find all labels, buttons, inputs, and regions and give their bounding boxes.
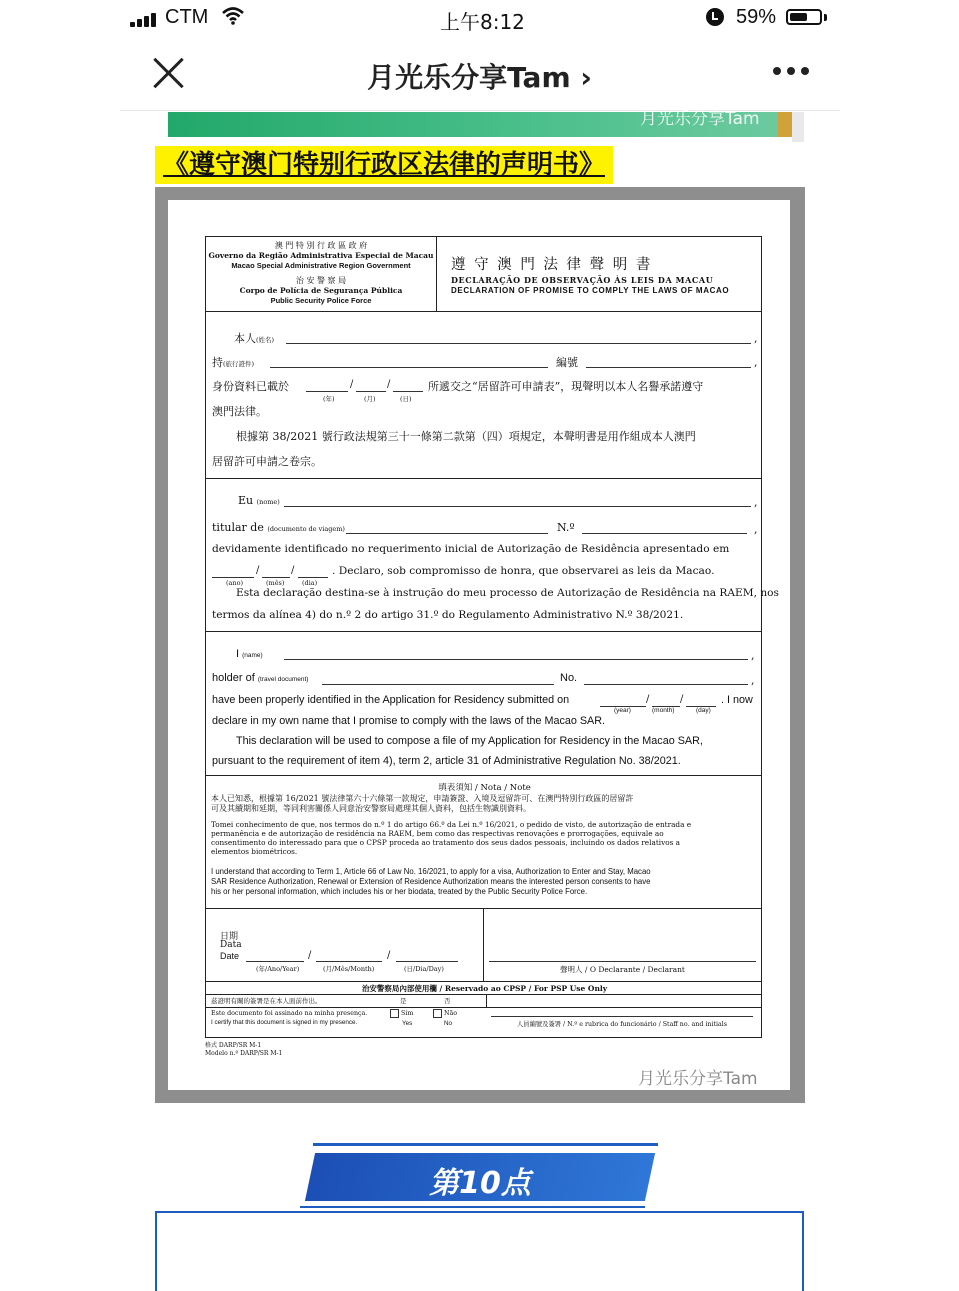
date-zh: 日期 <box>220 932 239 942</box>
en-i: I (name) <box>236 648 263 660</box>
pt-mes: (mês) <box>266 579 285 587</box>
gov-zh: 澳 門 特 別 行 政 區 政 府 <box>274 241 368 250</box>
status-time: 上午8:12 <box>440 10 525 34</box>
pt-dia: (dia) <box>302 579 318 587</box>
official-section <box>205 1008 762 1038</box>
gov-pt: Governo da Região Administrativa Especial de Macau <box>208 251 434 260</box>
banner-accent <box>778 112 792 137</box>
date-pt: Data <box>220 940 242 950</box>
en-year: (year) <box>614 707 631 714</box>
note-en2: SAR Residence Authorization, Renewal or Extension of Residence Authorization means the interested person consents to have <box>211 877 651 886</box>
no-zh: 否 <box>444 997 451 1005</box>
form-title-zh: 遵 守 澳 門 法 律 聲 明 書 <box>451 257 653 273</box>
en-holder: holder of (travel document) <box>212 672 309 684</box>
wifi-icon <box>222 7 244 25</box>
model-pt: Modelo n.º DARP/SR M-1 <box>205 1050 283 1057</box>
note-en3: his or her personal information, which includes his or her biodata, treated by the Public Security Police Force. <box>211 887 588 896</box>
alarm-icon <box>706 8 724 26</box>
comma: , <box>754 332 758 345</box>
zh-number-label: 編號 <box>556 356 578 369</box>
en-line4: declare in my own name that I promise to comply with the laws of the Macao SAR. <box>212 715 606 727</box>
pt-para1: Esta declaração destina-se à instrução do meu processo de Autorização de Residência na RAEM, nos <box>236 587 779 599</box>
form-title-pt: DECLARAÇÃO DE OBSERVAÇÃO ÀS LEIS DA MACAU <box>451 275 714 285</box>
document-watermark: 月光乐分享Tam <box>638 1069 758 1089</box>
police-pt: Corpo de Polícia de Segurança Pública <box>239 286 403 295</box>
nav-title[interactable] <box>0 56 959 96</box>
declaration-form: 澳 門 特 別 行 政 區 政 府 Governo da Região Administrativa Especial de Macau Macao Special Administrative Region Government 治 安 警 察 局 Corpo de Polícia de Segurança Pública Public Security Police Force 遵 守 澳 門 法 律 聲 明 書 DECLARAÇÃO DE OBSERVAÇÃO ÀS LEIS DA MACAU DECLARATION OF PROMISE TO COMPLY THE LAWS OF MACAO 本人(姓名) , 持(旅行證件) 編號 , 身份資料已載於 / / (年) (月) (日) 所遞交之“居留許可申請表”，現聲明以本人名譽承諾遵守 澳門法律。 根據第 38/2021 號行政法規第三十一條第二款第（四）項規定，本聲明書是用作組成本人澳門 居留許可申請之卷宗。 Eu (nome) , titular de (documento de viagem) N.º , devidamente identificado no requerimento inicial de Autorização de Residência apresentado em / / (ano) (mês) (dia) . Declaro, sob compromisso de honra, que observarei as leis da Macao. Esta declaração destina-se à instrução do meu processo de Autorização de Residência na RAEM, nos termos da alínea 4) do n.º 2 do artigo 31.º do Regulamento Administrativo N.º 38/2021. I (name) , holder of (travel document) No. , have been properly identified in the Application for Residency submitted on / / (year) (month) (day) . I now declare in my own name that I promise to comply with the laws of the Macao SAR. This declaration will be used to compose a file of my Application for Residency in the Macao SAR, pursuant to the requirement of item 4), term 2, article 31 of Administrative Regulation No. 38/2021. 填表須知 / Nota / Note 本人已知悉，根據第 16/2021 號法律第六十六條第一款規定，申請簽證、入境及逗留許可、在澳門特別行政區的居留許 可及其續期和延期，等同利害關係人同意治安警察局處理其個人資料，包括生物識別資料。 Tomei conhecimento de que, nos termos do n.º 1 do artigo 66.º da Lei n.º 16/2021, o pedido de visto, de autorização de entrada e permanência e de autorização de residência na RAEM, bem como das respectivas renovações e prorrogações, equivale ao consentimento do interessado para que o CPSP proceda ao tratamento dos seus dados pessoais, incluindo os dados relativos a elementos biométricos. I understand that according to Term 1, Article 66 of Law No. 16/2021, to apply for a visa, Authorization to Enter and Stay, Macao SAR Residence Authorization, Renewal or Extension of Residence Authorization means the interested person consents to have his or her personal information, which includes his or her biodata, treated by the Public Security Police Force. 日期 Data Date / / (年/Ano/Year) (月/Mês/Month) (日/Dia/Day) 聲明人 / O Declarante / Declarant 治安警察局內部使用欄 / Reservado ao CPSP / For PSP Use Only 茲證明有關的簽署是在本人面前作出。 是 否 <box>205 236 762 1008</box>
form-title-en: DECLARATION OF PROMISE TO COMPLY THE LAWS OF MACAO <box>451 286 730 295</box>
pt-line4: . Declaro, sob compromisso de honra, que observarei as leis da Macao. <box>332 565 715 577</box>
pt-titular: titular de (documento de viagem) <box>212 521 345 534</box>
en-para2: pursuant to the requirement of item 4), term 2, article 31 of Administrative Regulation No. 38/2021. <box>212 755 681 767</box>
no-checkbox[interactable]: Não <box>433 1009 457 1018</box>
carrier-name: CTM <box>165 6 209 28</box>
zh-year-hint: (年) <box>323 395 335 403</box>
battery-fill <box>790 13 807 21</box>
zh-name-label: 本人(姓名) <box>234 332 275 345</box>
official-zh: 茲證明有關的簽署是在本人面前作出。 <box>211 997 322 1005</box>
pt-line3: devidamente identificado no requerimento inicial de Autorização de Residência apresentado em <box>212 543 730 555</box>
police-en: Public Security Police Force <box>270 296 372 305</box>
zh-month-hint: (月) <box>364 395 376 403</box>
gov-en: Macao Special Administrative Region Government <box>231 261 411 270</box>
point-line-bottom <box>300 1206 645 1208</box>
model-zh: 格式 DARP/SR M-1 <box>205 1042 262 1049</box>
note-pt2: permanência e de autorização de residência na RAEM, bem como das respectivas renovações e prorrogações, equivale ao <box>211 829 664 838</box>
zh-line3-c: 澳門法律。 <box>212 405 267 418</box>
pt-eu: Eu (nome) <box>238 494 280 507</box>
point-label: 第10点 <box>429 1166 531 1201</box>
note-pt1: Tomei conhecimento de que, nos termos do n.º 1 do artigo 66.º da Lei n.º 16/2021, o pedido de visto, de autorização de entrada e <box>211 820 692 829</box>
staff-label: 人員編號及簽署 / N.º e rubrica do funcionário / Staff no. and initials <box>516 1021 728 1028</box>
banner-watermark: 月光乐分享Tam <box>640 109 760 129</box>
note-zh2: 可及其續期和延期，等同利害關係人同意治安警察局處理其個人資料，包括生物識別資料。 <box>211 804 531 813</box>
police-zh: 治 安 警 察 局 <box>295 276 347 285</box>
date-en: Date <box>220 951 240 961</box>
official-title: 治安警察局內部使用欄 / Reservado ao CPSP / For PSP Use Only <box>361 984 608 993</box>
official-pt: Este documento foi assinado na minha presença. <box>211 1010 368 1017</box>
banner-side <box>792 112 804 142</box>
status-bar <box>0 0 959 40</box>
sign-day-hint: (日/Dia/Day) <box>404 965 444 973</box>
yes-zh: 是 <box>400 997 407 1005</box>
article-heading: 《遵守澳门特别行政区法律的声明书》 <box>155 146 613 184</box>
chevron-right-icon: › <box>580 61 592 94</box>
battery-percent: 59% <box>736 6 777 28</box>
zh-day-hint: (日) <box>400 395 412 403</box>
en-month: (month) <box>652 707 675 714</box>
official-en: I certify that this document is signed in my presence. <box>211 1019 358 1026</box>
no-en: No <box>444 1020 453 1027</box>
en-line3-end: . I now <box>721 694 753 706</box>
account-name[interactable]: 月光乐分享Tam <box>367 61 571 94</box>
pt-no: N.º <box>557 521 575 534</box>
sign-month-hint: (月/Mês/Month) <box>323 965 375 973</box>
pt-para2: termos da alínea 4) do n.º 2 do artigo 31.º do Regulamento Administrativo N.º 38/2021. <box>212 609 684 621</box>
en-para1: This declaration will be used to compose a file of my Application for Residency in the Macao SAR, <box>236 735 703 747</box>
declarant-label: 聲明人 / O Declarante / Declarant <box>560 965 685 974</box>
signal-icon <box>130 11 160 27</box>
note-title: 填表須知 / Nota / Note <box>438 783 531 793</box>
en-no: No. <box>560 672 578 684</box>
pt-ano: (ano) <box>226 579 244 587</box>
battery-cap <box>824 14 827 21</box>
zh-line3: 身份資料已載於 <box>212 380 289 393</box>
note-en1: I understand that according to Term 1, Article 66 of Law No. 16/2021, to apply for a visa, Authorization to Enter and Stay, Macao <box>211 867 651 876</box>
zh-doc-label: 持(旅行證件) <box>212 356 255 369</box>
en-day: (day) <box>696 707 711 714</box>
note-pt3: consentimento do interessado para que o CPSP proceda ao tratamento dos seus dados pessoais, incluindo os dados relativos a <box>211 838 681 847</box>
sign-year-hint: (年/Ano/Year) <box>256 965 300 973</box>
next-content-box <box>155 1211 804 1291</box>
yes-en: Yes <box>402 1020 413 1027</box>
more-icon[interactable] <box>773 67 809 77</box>
point-line-top <box>313 1143 658 1146</box>
en-line3: have been properly identified in the Application for Residency submitted on <box>212 694 570 706</box>
note-pt4: elementos biométricos. <box>211 847 298 856</box>
battery-icon <box>786 9 822 25</box>
zh-para2: 居留許可申請之卷宗。 <box>212 455 322 468</box>
note-zh1: 本人已知悉，根據第 16/2021 號法律第六十六條第一款規定，申請簽證、入境及逗留許可、在澳門特別行政區的居留許 <box>211 794 634 803</box>
zh-para1: 根據第 38/2021 號行政法規第三十一條第二款第（四）項規定，本聲明書是用作組成本人澳門 <box>236 430 696 443</box>
zh-line3-b: 所遞交之“居留許可申請表”，現聲明以本人名譽承諾遵守 <box>428 380 704 393</box>
yes-checkbox[interactable]: Sim <box>390 1009 413 1018</box>
